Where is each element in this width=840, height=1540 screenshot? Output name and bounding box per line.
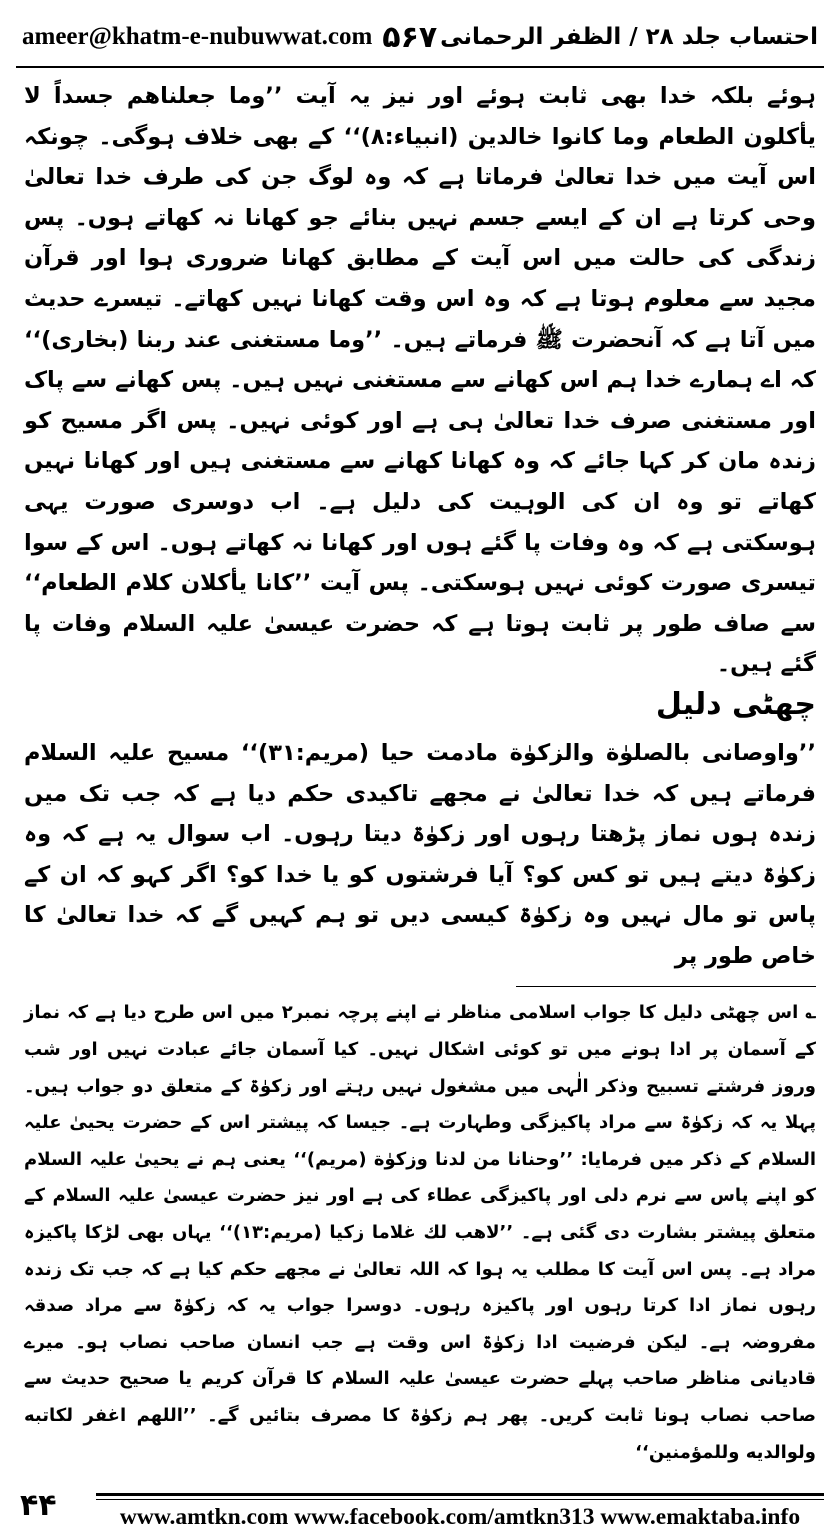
fn-quote-1: وحنانا من لدنا وزكوٰة (مريم) <box>306 1148 560 1170</box>
fn-text-4: ‘‘ <box>635 1441 649 1463</box>
footer-rule-thick <box>96 1493 824 1496</box>
fn-quote-3: اللهم اغفر لكاتبه ولوالديه وللمؤمنين <box>24 1405 816 1463</box>
footer-links[interactable]: www.amtkn.com www.facebook.com/amtkn313 www.emaktaba.info <box>119 1504 801 1530</box>
footer-page-marker: ۴۴ <box>20 1488 57 1523</box>
header-left <box>22 20 437 55</box>
footnote-separator <box>516 986 816 987</box>
p2-quote-maryam: واوصانى بالصلوٰة والزكوٰة مادمت حيا (مريم:٣١) <box>257 739 799 766</box>
p1-text-2: ‘‘ کے بھی خلاف ہوگی۔ چونکہ اس آیت میں خدا تعالیٰ فرماتا ہے کہ وہ لوگ جن کی طرف خدا تعالیٰ وحی کرتا ہے ان کے ایسے جسم نہیں بنائے جو کھانا نہ کھاتے ہوں۔ پس زندگی کی حالت میں اس آیت کے مطابق کھانا ضروری ہوا اور قرآن مجید سے معلوم ہوتا ہے کہ وہ اس وقت کھانا نہیں کھاتے۔ تیسرے حدیث میں آتا ہے کہ آنحضرت ﷺ فرماتے ہیں۔ ’’ <box>24 123 816 353</box>
page-body <box>24 76 816 1471</box>
fn-text-1: ؎ اس چھٹی دلیل کا جواب اسلامی مناظر نے اپنے پرچہ نمبر۲ میں اس طرح دیا ہے کہ نماز کے آسمان پر ادا ہونے میں تو کوئی اشکال نہیں۔ کیا آسمان جائے عبادت نہیں اور شب وروز فرشتے تسبیح وذکر الٰہی میں مشغول نہیں رہتے اور زکوٰۃ کے متعلق دو جواب ہیں۔ پہلا یہ کہ زکوٰۃ سے مراد پاکیزگی وطہارت ہے۔ جیسا کہ پیشتر اس کے حضرت یحییٰ علیہ السلام کے ذکر میں فرمایا: ’’ <box>24 1002 817 1170</box>
fn-text-2: ‘‘ یعنی ہم نے یحییٰ علیہ السلام کو اپنے پاس سے نرم دلی اور پاکیزگی عطاء کی ہے اور نیز حضرت عیسیٰ علیہ السلام کے متعلق پیشتر بشارت دی گئی ہے۔ ’’ <box>24 1148 816 1244</box>
header-email[interactable]: ameer@khatm-e-nubuwwat.com <box>22 23 373 50</box>
p1-quote-taam: كانا يأكلان كلام الطعام <box>41 570 295 597</box>
footnote <box>24 995 816 1471</box>
p2-text-2: ‘‘ مسیح علیہ السلام فرماتے ہیں کہ خدا تعالیٰ نے مجھے تاکیدی حکم دیا ہے کہ جب تک میں زندہ ہوں نماز پڑھتا رہوں اور زکوٰۃ دیتا رہوں۔ اب سوال یہ ہے کہ وہ زکوٰۃ دیتے ہیں تو کس کو؟ آیا فرشتوں کو یا خدا کو؟ اگر کہو کہ ان کے پاس تو مال نہیں وہ زکوٰۃ کیسی دیں تو ہم کہیں گے کہ خدا تعالیٰ کا خاص طور پر <box>24 739 816 969</box>
running-title: احتساب جلد ۲۸ / الظفر الرحمانی <box>440 24 818 50</box>
p1-text-4: ‘‘ سے صاف طور پر ثابت ہوتا ہے کہ حضرت عیسیٰ علیہ السلام وفات پا گئے ہیں۔ <box>24 570 816 678</box>
main-paragraph-1 <box>24 76 816 685</box>
p1-quote-bukhari: وما مستغنى عند ربنا (بخاری) <box>41 326 366 353</box>
page-header <box>22 14 818 60</box>
section-heading: چھٹی دلیل <box>655 686 816 722</box>
fn-text-3: ‘‘ یہاں بھی لڑکا پاکیزہ مراد ہے۔ پس اس آیت کا مطلب یہ ہوا کہ اللہ تعالیٰ نے مجھے حکم کیا ہے کہ جب تک زندہ رہوں نماز ادا کرتا رہوں اور پاکیزہ رہوں۔ دوسرا جواب یہ کہ زکوٰۃ سے مراد صدقہ مفروضہ ہے۔ لیکن فرضیت ادا زکوٰۃ اس وقت ہے جب انسان صاحب نصاب ہو۔ میرے قادیانی مناظر صاحب پہلے حضرت عیسیٰ علیہ السلام کا قرآن کریم یا صحیح حدیث سے صاحب نصاب ہونا ثابت کریں۔ پھر ہم زکوٰۃ کا مصرف بتائیں گے۔ ’’ <box>24 1222 817 1426</box>
page-number: ۵۶۷ <box>382 19 438 55</box>
p1-text-3: ‘‘ کہ اے ہمارے خدا ہم اس کھانے سے مستغنی نہیں ہیں۔ پس کھانے سے پاک اور مستغنی صرف خدا تعالیٰ ہی ہے اور کوئی نہیں۔ پس اگر مسیح کو زندہ مان کر کہا جائے کہ وہ کھانا کھانے سے مستغنی ہیں اور کھانا نہیں کھاتے تو وہ ان کی الوہیت کی دلیل ہے۔ اب دوسری صورت یہی ہوسکتی ہے کہ وہ وفات پا گئے ہوں اور کھانا نہ کھاتے ہوں۔ اس کے سوا تیسری صورت کوئی نہیں ہوسکتی۔ پس آیت ’’ <box>24 326 816 597</box>
main-paragraph-2 <box>24 733 816 977</box>
footer-rule-thin <box>96 1499 824 1500</box>
p1-text-1: ہوئے بلکہ خدا بھی ثابت ہوئے اور نیز یہ آیت ’’ <box>265 83 816 109</box>
fn-quote-2: لاهب لك غلاما زكيا (مريم:١٣) <box>232 1222 500 1244</box>
p1-quote-anbiya: وما جعلناهم جسداً لا يأكلون الطعام وما كانوا خالدين (انبياء:٨) <box>24 83 816 150</box>
header-divider <box>16 66 824 68</box>
p2-text-1: ’’ <box>798 739 816 766</box>
